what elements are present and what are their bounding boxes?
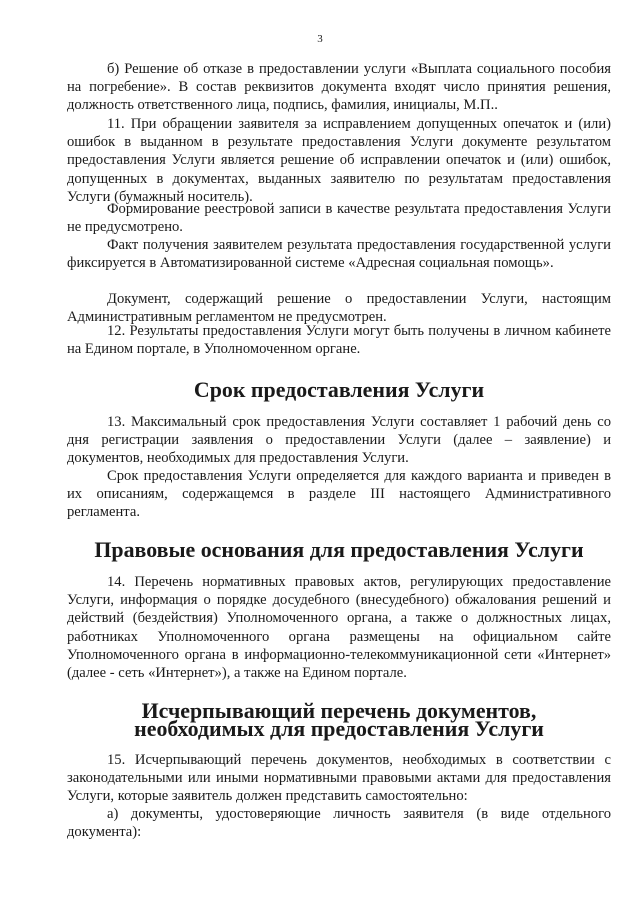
paragraph-decision-refusal: б) Решение об отказе в предоставлении услуги «Выплата социального пособия на погребение». В состав реквизитов документа входят число принятия решения, должность ответственного лица, подпись, фамилия, инициалы, М.П.. [67, 61, 611, 114]
paragraph-11: 11. При обращении заявителя за исправлением допущенных опечаток и (или) ошибок в выданном в результате предоставления Услуги документе результатом предоставления Услуги является решение об исправлении опечаток и (или) ошибок, допущенных в документах, выданных заявителю по результатам предоставления Услуги (бумажный носитель). [67, 116, 611, 205]
paragraph-12: 12. Результаты предоставления Услуги могут быть получены в личном кабинете на Едином портале, в Уполномоченном органе. [67, 323, 611, 358]
heading-service-term: Срок предоставления Услуги [193, 377, 485, 402]
paragraph-15-a: а) документы, удостоверяющие личность заявителя (в виде отдельного документа): [67, 806, 611, 841]
paragraph-13: 13. Максимальный срок предоставления Услуги составляет 1 рабочий день со дня регистрации заявления о предоставлении Услуги (далее – заявление) и документов, необходимых для предоставления Услуги. [67, 414, 611, 467]
paragraph-term-variants: Срок предоставления Услуги определяется для каждого варианта и приведен в их описаниям, содержащемся в разделе III настоящего Административного регламента. [67, 468, 611, 521]
heading-legal-basis: Правовые основания для предоставления Услуги [94, 537, 584, 562]
paragraph-result-fact: Факт получения заявителем результата предоставления государственной услуги фиксируется в Автоматизированной системе «Адресная социальная помощь». [67, 237, 611, 272]
paragraph-14: 14. Перечень нормативных правовых актов, регулирующих предоставление Услуги, информация о порядке досудебного (внесудебного) обжалования решений и действий (бездействия) Уполномоченного органа, а также о должностных лицах, работниках Уполномоченного органа размещены на официальном сайте Уполномоченного органа в информационно-телекоммуникационной сети «Интернет» (далее - сеть «Интернет»), а также на Едином портале. [67, 574, 611, 682]
page-number: 3 [317, 33, 323, 45]
heading-documents-list: Исчерпывающий перечень документов, необходимых для предоставления Услуги [134, 698, 544, 742]
paragraph-decision-document: Документ, содержащий решение о предоставлении Услуги, настоящим Административным регламентом не предусмотрен. [67, 291, 611, 326]
paragraph-registry-record: Формирование реестровой записи в качестве результата предоставления Услуги не предусмотрено. [67, 201, 611, 236]
paragraph-15: 15. Исчерпывающий перечень документов, необходимых в соответствии с законодательными или иными нормативными правовыми актами для предоставления Услуги, которые заявитель должен представить самостоятельно: [67, 752, 611, 805]
